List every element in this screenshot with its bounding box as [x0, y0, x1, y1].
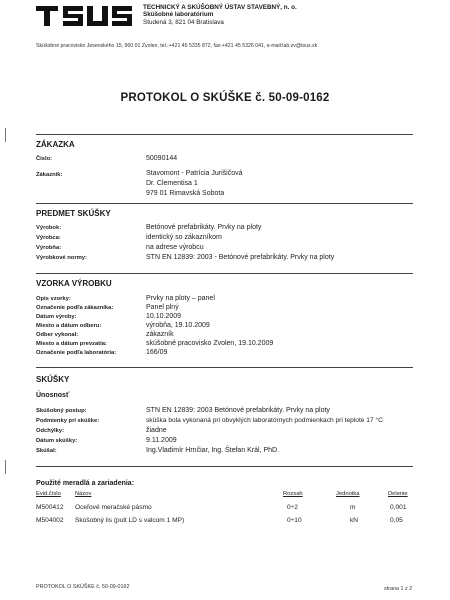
field-label: Označenie podľa zákazníka:	[36, 305, 114, 311]
scan-mark	[5, 128, 6, 142]
customer-label: Zákazník:	[36, 172, 63, 178]
field-value: Prvky na ploty – panel	[146, 295, 215, 302]
field-value: Ing.Vladimír Hrnčiar, Ing. Štefan Král, PhD.	[146, 447, 280, 454]
table-cell: Skúšobný lis (pult LD s valcom 1 MP)	[75, 517, 185, 524]
contact-line: Skúšobné pracovisko Jesenského 15, 960 01 Zvolen, tel.:+421 45 5335 872, fax:+421 45 5326 041, e-mail:lab.zv@tsus.sk	[36, 43, 318, 49]
divider	[36, 134, 413, 135]
customer-street: Dr. Clementisa 1	[146, 180, 198, 187]
test-name: Únosnosť	[36, 392, 70, 399]
order-number-label: Číslo:	[36, 156, 53, 162]
table-cell: 0,05	[390, 517, 403, 524]
table-cell: 0÷10	[287, 517, 302, 524]
column-header: Delenie	[388, 491, 408, 497]
table-cell: m	[350, 504, 356, 511]
table-cell: Oceľové meračské pásmo	[75, 504, 152, 511]
field-value: STN EN 12839: 2003 Betónové prefabrikáty. Prvky na ploty	[146, 407, 330, 414]
section-heading-predmet: PREDMET SKÚŠKY	[36, 209, 111, 218]
section-heading-skusky: SKÚŠKY	[36, 375, 70, 384]
field-label: Skúšal:	[36, 448, 57, 454]
field-value: zákazník	[146, 331, 174, 338]
org-lab: Skúšobné laboratórium	[143, 11, 214, 19]
field-label: Výrobok:	[36, 225, 62, 231]
field-value: žiadne	[146, 427, 167, 434]
divider	[36, 273, 413, 274]
field-label: Odber vykonal:	[36, 332, 79, 338]
field-value: skúšobné pracovisko Zvolen, 19.10.2009	[146, 340, 274, 347]
field-label: Označenie podľa laboratória:	[36, 350, 117, 356]
field-value: Panel plný	[146, 304, 179, 311]
column-header: Evid.číslo	[36, 491, 61, 497]
order-number: 50090144	[146, 155, 178, 162]
field-label: Dátum skúšky:	[36, 438, 78, 444]
page-number: strana 1 z 2	[384, 586, 413, 592]
field-value: Betónové prefabrikáty. Prvky na ploty	[146, 224, 262, 231]
divider	[36, 203, 413, 204]
field-label: Skúšobný postup:	[36, 408, 87, 414]
field-value: 10.10.2009	[146, 313, 182, 320]
divider	[36, 367, 413, 368]
column-header: Názov	[75, 491, 92, 497]
field-value: STN EN 12839: 2003 - Betónové prefabrikáty. Prvky na ploty	[146, 254, 335, 261]
field-value: identický so zákazníkom	[146, 234, 222, 241]
table-cell: M500412	[36, 504, 64, 511]
scan-mark	[5, 460, 6, 474]
field-label: Odchýlky:	[36, 428, 65, 434]
instruments-heading: Použité meradlá a zariadenia:	[36, 480, 135, 487]
field-label: Podmienky pri skúške:	[36, 418, 100, 424]
org-address: Studená 3, 821 04 Bratislava	[143, 18, 224, 26]
field-value: na adrese výrobcu	[146, 244, 204, 251]
field-label: Miesto a dátum odberu:	[36, 323, 102, 329]
column-header: Jednotka	[336, 491, 360, 497]
table-cell: 0÷2	[287, 504, 298, 511]
customer-name: Stavomont - Patrícia Jurišičová	[146, 170, 243, 177]
table-cell: 0,001	[390, 504, 407, 511]
field-label: Výrobňa:	[36, 245, 62, 251]
field-value: výrobňa, 19.10.2009	[146, 322, 210, 329]
field-label: Opis vzorky:	[36, 296, 71, 302]
customer-city: 979 01 Rimavská Sobota	[146, 190, 225, 197]
org-name: TECHNICKÝ A SKÚŠOBNÝ ÚSTAV STAVEBNÝ, n. o.	[143, 4, 297, 11]
field-label: Miesto a dátum prevzatia:	[36, 341, 107, 347]
section-heading-vzorka: VZORKA VÝROBKU	[36, 279, 112, 288]
field-value: 9.11.2009	[146, 437, 177, 444]
field-value: 166/09	[146, 349, 168, 356]
field-label: Výrobca:	[36, 235, 61, 241]
organization-info	[143, 4, 297, 26]
field-value: skúška bola vykonaná pri obvyklých laboratórnych podmienkach pri teplote 17 °C	[146, 417, 383, 424]
table-cell: kN	[350, 517, 359, 524]
column-header: Rozsah	[283, 491, 303, 497]
field-label: Výrobkové normy:	[36, 255, 87, 261]
divider	[36, 466, 413, 467]
footer-protocol: PROTOKOL O SKÚŠKE č. 50-09-0162	[36, 584, 130, 590]
section-heading-zakazka: ZÁKAZKA	[36, 140, 75, 149]
page-title: PROTOKOL O SKÚŠKE č. 50-09-0162	[120, 92, 330, 104]
field-label: Dátum výroby:	[36, 314, 77, 320]
table-cell: M504002	[36, 517, 64, 524]
tsus-logo	[36, 4, 136, 28]
